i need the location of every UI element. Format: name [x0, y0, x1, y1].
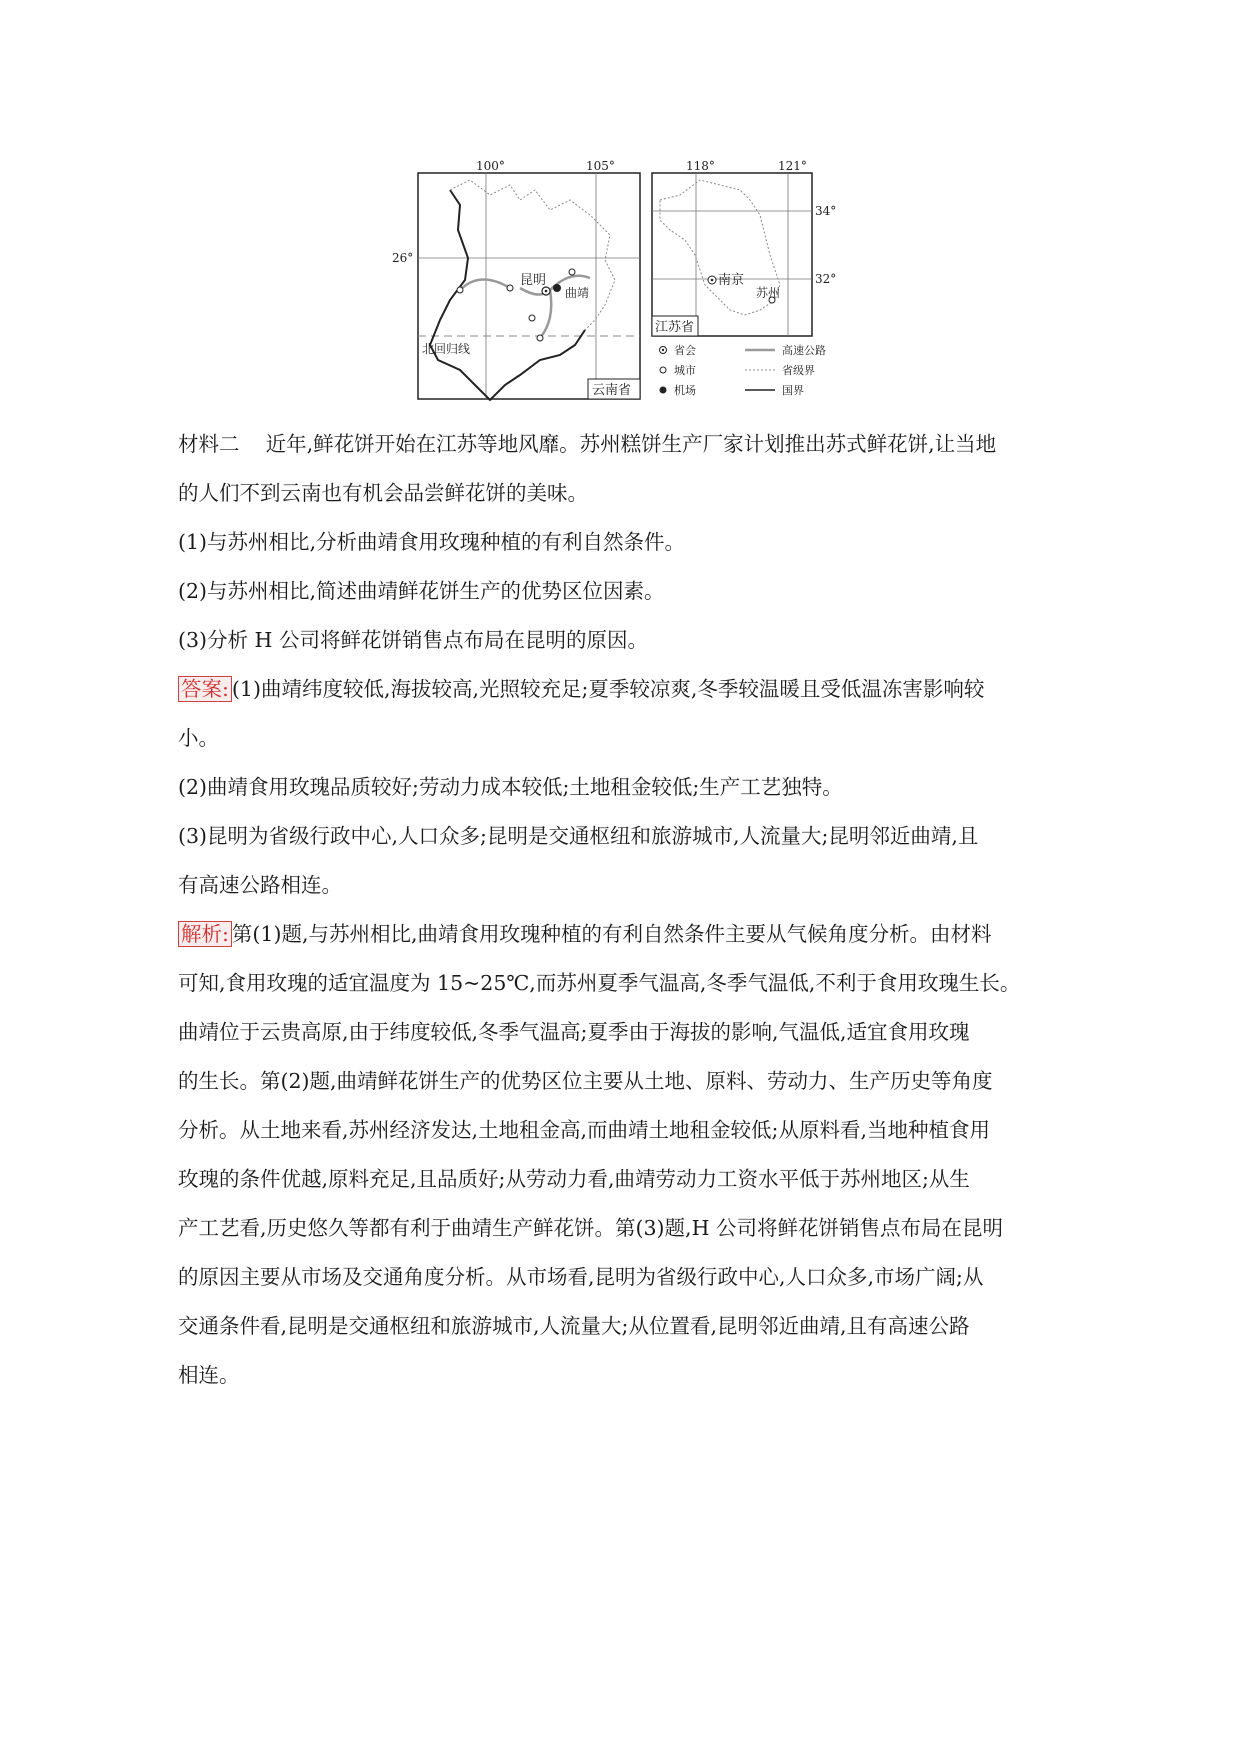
lat-label-26: 26° — [392, 251, 414, 265]
analysis-line4: 的生长。第(2)题,曲靖鲜花饼生产的优势区位主要从土地、原料、劳动力、生产历史等角度 — [178, 1069, 993, 1093]
question-1: (1)与苏州相比,分析曲靖食用玫瑰种植的有利自然条件。 — [178, 530, 686, 554]
question-3: (3)分析 H 公司将鲜花饼销售点布局在昆明的原因。 — [178, 628, 648, 652]
analysis-line9: 交通条件看,昆明是交通枢纽和旅游城市,人流量大;从位置看,昆明邻近曲靖,且有高速公路 — [178, 1314, 970, 1338]
yunnan-province-label: 云南省 — [592, 383, 632, 398]
lat-label-32: 32° — [815, 272, 837, 286]
material2-line1: 材料二 近年,鲜花饼开始在江苏等地风靡。苏州糕饼生产厂家计划推出苏式鲜花饼,让当地 — [178, 432, 997, 456]
yunnan-map — [392, 159, 650, 403]
question-text — [178, 420, 1058, 1400]
jiangsu-map — [650, 160, 860, 403]
suzhou-label: 苏州 — [756, 286, 781, 300]
answer-line5: 有高速公路相连。 — [178, 873, 342, 897]
lon-label-105: 105° — [586, 159, 615, 173]
analysis-line2: 可知,食用玫瑰的适宜温度为 15~25℃,而苏州夏季气温高,冬季气温低,不利于食用玫瑰生长。 — [178, 971, 1021, 995]
analysis-line5: 分析。从土地来看,苏州经济发达,土地租金高,而曲靖土地租金较低;从原料看,当地种植食用 — [178, 1118, 990, 1142]
analysis-line6: 玫瑰的条件优越,原料充足,且品质好;从劳动力看,曲靖劳动力工资水平低于苏州地区;从生 — [178, 1167, 970, 1191]
map-legend — [660, 343, 827, 397]
analysis-line1: 解析: 第(1)题,与苏州相比,曲靖食用玫瑰种植的有利自然条件主要从气候角度分析。由材料 — [178, 910, 1058, 959]
analysis-line10: 相连。 — [178, 1363, 240, 1387]
analysis-label: 解析: — [178, 921, 232, 947]
svg-text:城市: 城市 — [674, 364, 696, 377]
lon-label-121: 121° — [778, 159, 807, 173]
material2-line2: 的人们不到云南也有机会品尝鲜花饼的美味。 — [178, 481, 588, 505]
qujing-label: 曲靖 — [565, 286, 590, 300]
nanjing-label: 南京 — [718, 273, 745, 288]
answer-label: 答案: — [178, 676, 232, 702]
kunming-label: 昆明 — [520, 273, 547, 288]
answer-line2: 小。 — [178, 726, 219, 750]
analysis-line8: 的原因主要从市场及交通角度分析。从市场看,昆明为省级行政中心,人口众多,市场广阔;从 — [178, 1265, 984, 1289]
question-2: (2)与苏州相比,简述曲靖鲜花饼生产的优势区位因素。 — [178, 579, 665, 603]
qujing-airport-icon — [553, 284, 561, 292]
svg-text:高速公路: 高速公路 — [782, 344, 826, 357]
svg-text:机场: 机场 — [674, 384, 696, 397]
tropic-label: 北回归线 — [422, 342, 471, 356]
svg-text:省会: 省会 — [674, 344, 696, 357]
analysis-line7: 产工艺看,历史悠久等都有利于曲靖生产鲜花饼。第(3)题,H 公司将鲜花饼销售点布局在昆明 — [178, 1216, 1003, 1240]
lat-label-34: 34° — [815, 204, 837, 218]
lon-label-100: 100° — [476, 159, 505, 173]
answer-line3: (2)曲靖食用玫瑰品质较好;劳动力成本较低;土地租金较低;生产工艺独特。 — [178, 775, 843, 799]
answer-line1: 答案: (1)曲靖纬度较低,海拔较高,光照较充足;夏季较凉爽,冬季较温暖且受低温冻害影响较 — [178, 665, 1058, 714]
svg-text:国界: 国界 — [782, 384, 804, 397]
jiangsu-province-label: 江苏省 — [655, 320, 695, 335]
analysis-line3: 曲靖位于云贵高原,由于纬度较低,冬季气温高;夏季由于海拔的影响,气温低,适宜食用玫瑰 — [178, 1020, 970, 1044]
svg-text:省级界: 省级界 — [782, 364, 815, 377]
answer-line4: (3)昆明为省级行政中心,人口众多;昆明是交通枢纽和旅游城市,人流量大;昆明邻近曲靖,且 — [178, 824, 979, 848]
lon-label-118: 118° — [686, 159, 715, 173]
